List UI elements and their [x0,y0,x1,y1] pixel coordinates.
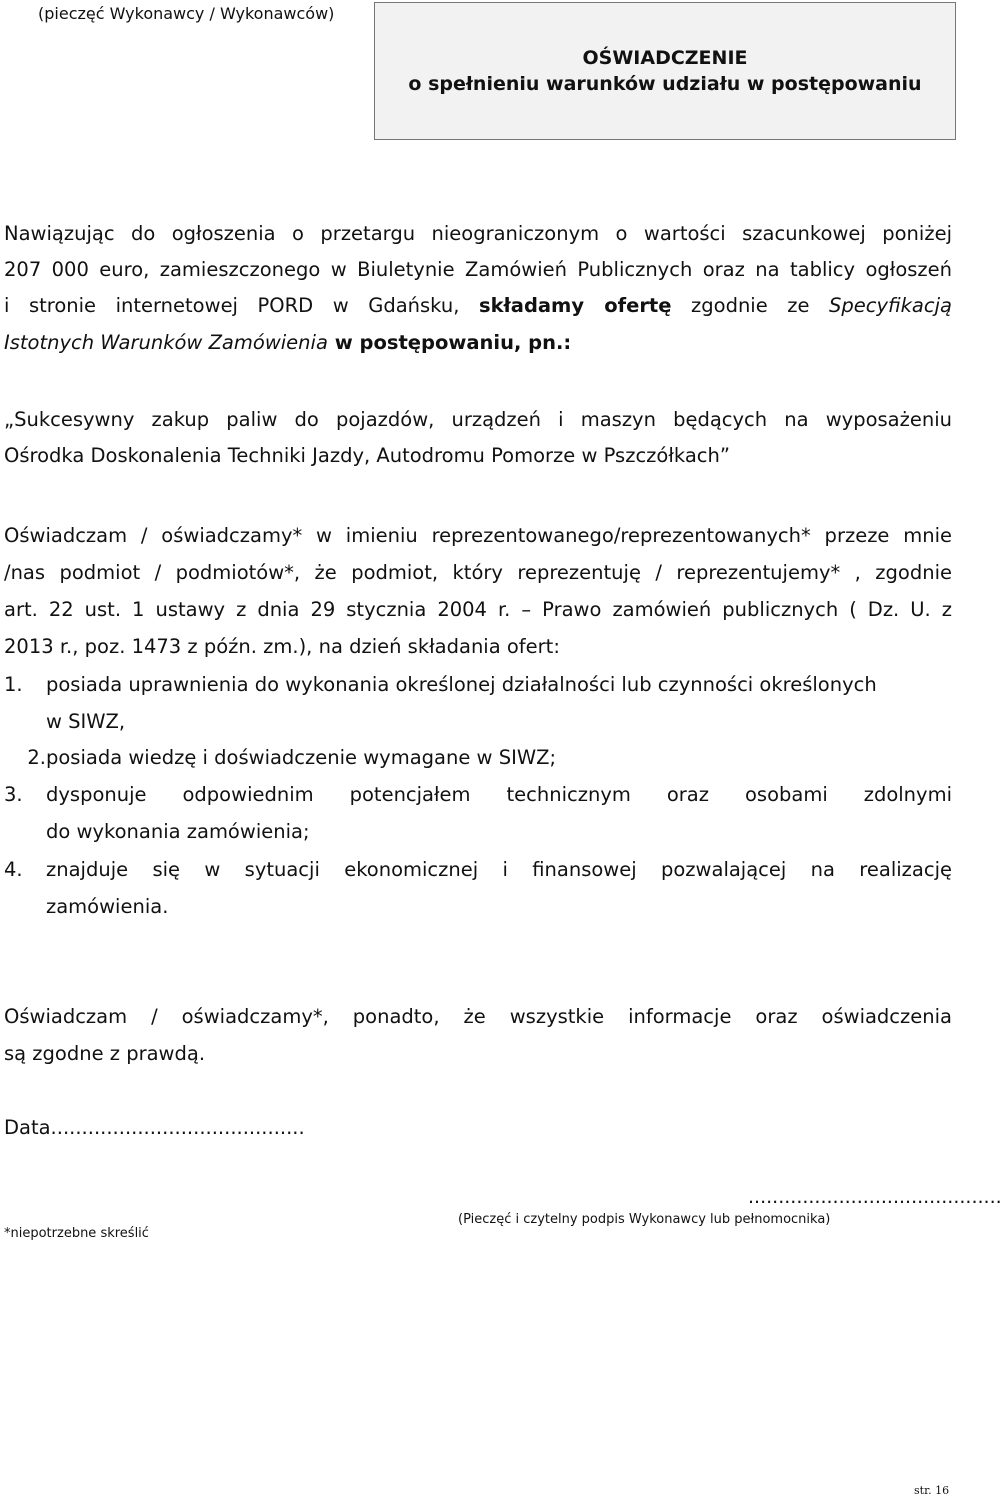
page-number: str. 16 [914,1484,950,1497]
list-item-number: 1. [4,673,23,696]
intro-line-3 [4,288,952,324]
intro-bold-offer: składamy ofertę [478,294,672,317]
closing-line-2: są zgodne z prawdą. [4,1042,206,1065]
list-item-number: 2. [27,746,46,769]
list-item-text: posiada uprawnienia do wykonania określonej działalności lub czynności określonych [46,673,877,696]
intro-italic-spec: Specyfikacją [829,294,952,317]
intro-line-3-text: i stronie internetowej PORD w Gdańsku, [4,294,479,317]
list-item-number: 3. [4,783,23,806]
signature-caption: (Pieczęć i czytelny podpis Wykonawcy lub pełnomocnika) [458,1212,831,1227]
footnote: *niepotrzebne skreślić [4,1226,149,1241]
list-item-number: 4. [4,858,23,881]
list-item [4,777,952,813]
date-field: Data......................................... [4,1116,305,1139]
list-item-continuation: w SIWZ, [46,710,126,733]
document-title: OŚWIADCZENIE [582,47,748,69]
intro-line-1: Nawiązując do ogłoszenia o przetargu nieograniczonym o wartości szacunkowej poniżej [4,222,952,245]
signature-line: .......................................... [748,1186,1002,1208]
subject-line-2: Ośrodka Doskonalenia Techniki Jazdy, Autodromu Pomorze w Pszczółkach” [4,444,730,467]
declaration-line-3: art. 22 ust. 1 ustawy z dnia 29 stycznia 2004 r. – Prawo zamówień publicznych ( Dz. U. z [4,598,952,621]
closing-line-1: Oświadczam / oświadczamy*, ponadto, że wszystkie informacje oraz oświadczenia [4,1005,952,1028]
intro-italic-siwz: Istotnych Warunków Zamówienia [4,331,328,354]
list-item [4,740,952,776]
list-item-text: dysponuje odpowiednim potencjałem technicznym oraz osobami zdolnymi [46,783,952,806]
list-item [4,852,952,888]
intro-line-3-text-b: zgodnie ze [671,294,830,317]
list-item-text: posiada wiedzę i doświadczenie wymagane w SIWZ; [46,746,557,769]
declaration-line-1: Oświadczam / oświadczamy* w imieniu reprezentowanego/reprezentowanych* przeze mnie [4,524,952,547]
declaration-line-4: 2013 r., poz. 1473 z późn. zm.), na dzień składania ofert: [4,635,560,658]
intro-bold-proceeding: w postępowaniu, pn.: [327,331,572,354]
title-box [374,2,956,140]
intro-line-4 [4,325,952,361]
seal-label: (pieczęć Wykonawcy / Wykonawców) [38,4,335,23]
declaration-line-2: /nas podmiot / podmiotów*, że podmiot, który reprezentuję / reprezentujemy* , zgodnie [4,561,952,584]
list-item [4,667,952,703]
list-item-continuation: zamówienia. [46,895,169,918]
list-item-text: znajduje się w sytuacji ekonomicznej i finansowej pozwalającej na realizację [46,858,952,881]
subject-line-1: „Sukcesywny zakup paliw do pojazdów, urządzeń i maszyn będących na wyposażeniu [4,408,952,431]
intro-line-2: 207 000 euro, zamieszczonego w Biuletynie Zamówień Publicznych oraz na tablicy ogłoszeń [4,258,952,281]
list-item-continuation: do wykonania zamówienia; [46,820,310,843]
document-subtitle: o spełnieniu warunków udziału w postępowaniu [408,73,922,95]
